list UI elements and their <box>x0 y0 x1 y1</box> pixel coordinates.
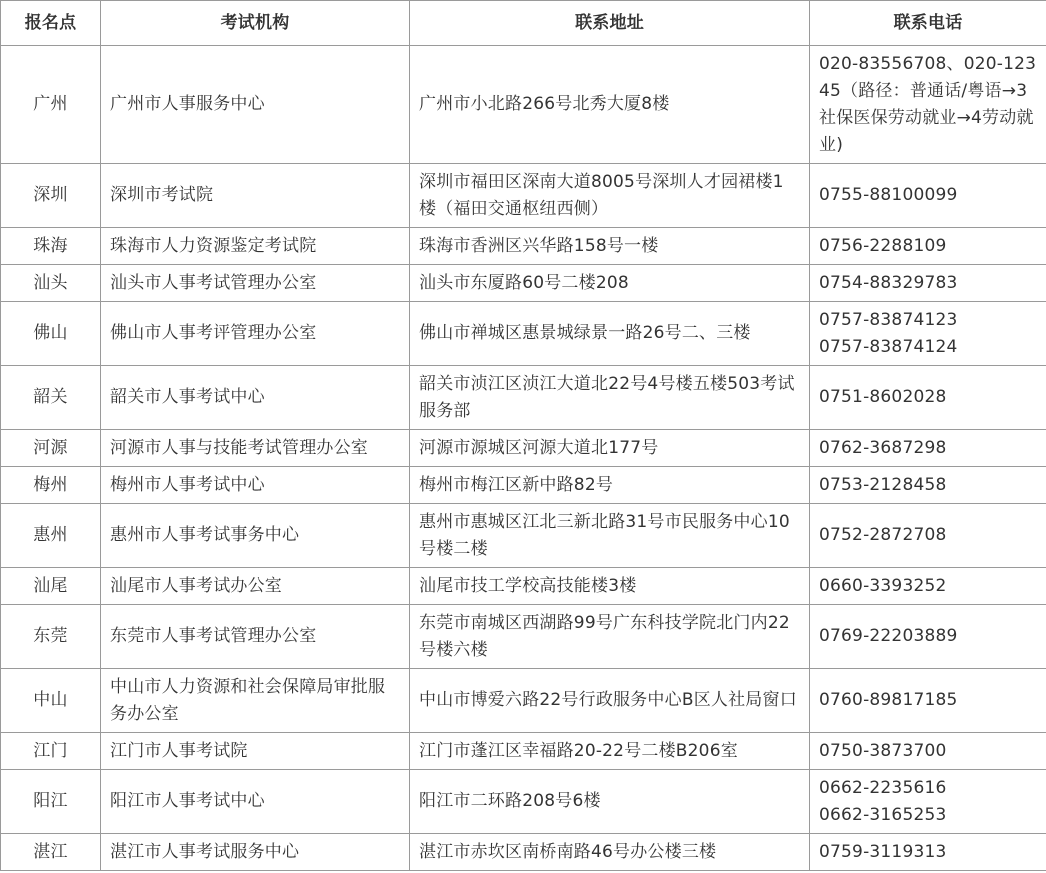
table-row <box>1 504 1046 568</box>
cell-contact-address: 珠海市香洲区兴华路158号一楼 <box>410 228 810 265</box>
cell-exam-agency: 汕尾市人事考试办公室 <box>101 568 410 605</box>
table-row <box>1 605 1046 669</box>
cell-contact-address: 梅州市梅江区新中路82号 <box>410 467 810 504</box>
cell-contact-phone <box>810 430 1046 467</box>
cell-exam-agency: 阳江市人事考试中心 <box>101 770 410 834</box>
cell-city: 汕尾 <box>1 568 101 605</box>
table-row <box>1 834 1046 871</box>
cell-city: 河源 <box>1 430 101 467</box>
phone-number: 0760-89817185 <box>819 690 958 710</box>
phone-number: 0759-3119313 <box>819 841 947 862</box>
phone-number: 0756-2288109 <box>819 235 947 256</box>
table-row <box>1 568 1046 605</box>
phone-number: 0752-2872708 <box>819 525 947 545</box>
cell-contact-phone <box>810 302 1046 366</box>
cell-contact-phone <box>810 366 1046 430</box>
cell-contact-address: 东莞市南城区西湖路99号广东科技学院北门内22号楼六楼 <box>410 605 810 669</box>
cell-exam-agency: 深圳市考试院 <box>101 164 410 228</box>
header-contact-phone: 联系电话 <box>810 1 1046 46</box>
cell-city: 惠州 <box>1 504 101 568</box>
cell-exam-agency: 江门市人事考试院 <box>101 733 410 770</box>
phone-number: 0662-3165253 <box>819 804 947 825</box>
header-row <box>1 1 1046 46</box>
cell-exam-agency: 惠州市人事考试事务中心 <box>101 504 410 568</box>
phone-number: 0757-83874124 <box>819 336 958 357</box>
cell-contact-address: 阳江市二环路208号6楼 <box>410 770 810 834</box>
phone-number: 0660-3393252 <box>819 575 947 596</box>
cell-city: 阳江 <box>1 770 101 834</box>
header-contact-address: 联系地址 <box>410 1 810 46</box>
table-row <box>1 366 1046 430</box>
cell-contact-address: 江门市蓬江区幸福路20-22号二楼B206室 <box>410 733 810 770</box>
cell-exam-agency: 珠海市人力资源鉴定考试院 <box>101 228 410 265</box>
phone-number: 0662-2235616 <box>819 777 947 798</box>
table-row <box>1 302 1046 366</box>
cell-city: 韶关 <box>1 366 101 430</box>
cell-contact-phone <box>810 228 1046 265</box>
cell-contact-phone <box>810 265 1046 302</box>
cell-exam-agency: 河源市人事与技能考试管理办公室 <box>101 430 410 467</box>
cell-contact-phone <box>810 669 1046 733</box>
cell-exam-agency: 佛山市人事考评管理办公室 <box>101 302 410 366</box>
cell-contact-address: 汕头市东厦路60号二楼208 <box>410 265 810 302</box>
table-header <box>1 1 1046 46</box>
cell-city: 中山 <box>1 669 101 733</box>
table-row <box>1 265 1046 302</box>
table-row <box>1 164 1046 228</box>
phone-number: 0754-88329783 <box>819 272 958 293</box>
cell-contact-address: 韶关市浈江区浈江大道北22号4号楼五楼503考试服务部 <box>410 366 810 430</box>
cell-exam-agency: 广州市人事服务中心 <box>101 46 410 164</box>
table-row <box>1 669 1046 733</box>
cell-city: 深圳 <box>1 164 101 228</box>
phone-number: 0751-8602028 <box>819 387 947 407</box>
cell-contact-phone <box>810 568 1046 605</box>
cell-contact-phone <box>810 770 1046 834</box>
phone-number: 0757-83874123 <box>819 309 958 330</box>
table-row <box>1 467 1046 504</box>
cell-contact-phone <box>810 733 1046 770</box>
phone-number: 0769-22203889 <box>819 626 958 646</box>
table-row <box>1 733 1046 770</box>
cell-exam-agency: 韶关市人事考试中心 <box>101 366 410 430</box>
phone-number: 0755-88100099 <box>819 185 958 205</box>
cell-contact-phone <box>810 46 1046 164</box>
cell-contact-address: 汕尾市技工学校高技能楼3楼 <box>410 568 810 605</box>
cell-exam-agency: 湛江市人事考试服务中心 <box>101 834 410 871</box>
cell-contact-phone <box>810 164 1046 228</box>
phone-number: 0753-2128458 <box>819 474 947 495</box>
table-row <box>1 430 1046 467</box>
phone-number: 020-83556708、020-12345（路径：普通话/粤语→3社保医保劳动就业→4劳动就业) <box>819 53 1037 155</box>
cell-contact-address: 佛山市禅城区惠景城绿景一路26号二、三楼 <box>410 302 810 366</box>
header-registration-point: 报名点 <box>1 1 101 46</box>
cell-exam-agency: 汕头市人事考试管理办公室 <box>101 265 410 302</box>
cell-contact-phone <box>810 605 1046 669</box>
table-row <box>1 46 1046 164</box>
cell-city: 梅州 <box>1 467 101 504</box>
cell-contact-phone <box>810 504 1046 568</box>
cell-city: 江门 <box>1 733 101 770</box>
phone-number: 0750-3873700 <box>819 740 947 761</box>
cell-city: 东莞 <box>1 605 101 669</box>
cell-city: 湛江 <box>1 834 101 871</box>
cell-city: 汕头 <box>1 265 101 302</box>
cell-contact-address: 湛江市赤坎区南桥南路46号办公楼三楼 <box>410 834 810 871</box>
cell-contact-phone <box>810 834 1046 871</box>
table-row <box>1 770 1046 834</box>
cell-contact-phone <box>810 467 1046 504</box>
cell-contact-address: 惠州市惠城区江北三新北路31号市民服务中心10号楼二楼 <box>410 504 810 568</box>
cell-city: 珠海 <box>1 228 101 265</box>
cell-contact-address: 深圳市福田区深南大道8005号深圳人才园裙楼1楼（福田交通枢纽西侧） <box>410 164 810 228</box>
cell-contact-address: 中山市博爱六路22号行政服务中心B区人社局窗口 <box>410 669 810 733</box>
cell-exam-agency: 梅州市人事考试中心 <box>101 467 410 504</box>
table-row <box>1 228 1046 265</box>
cell-city: 广州 <box>1 46 101 164</box>
cell-exam-agency: 中山市人力资源和社会保障局审批服务办公室 <box>101 669 410 733</box>
cell-exam-agency: 东莞市人事考试管理办公室 <box>101 605 410 669</box>
cell-city: 佛山 <box>1 302 101 366</box>
phone-number: 0762-3687298 <box>819 437 947 458</box>
cell-contact-address: 广州市小北路266号北秀大厦8楼 <box>410 46 810 164</box>
table-body <box>1 46 1046 871</box>
header-exam-agency: 考试机构 <box>101 1 410 46</box>
cell-contact-address: 河源市源城区河源大道北177号 <box>410 430 810 467</box>
